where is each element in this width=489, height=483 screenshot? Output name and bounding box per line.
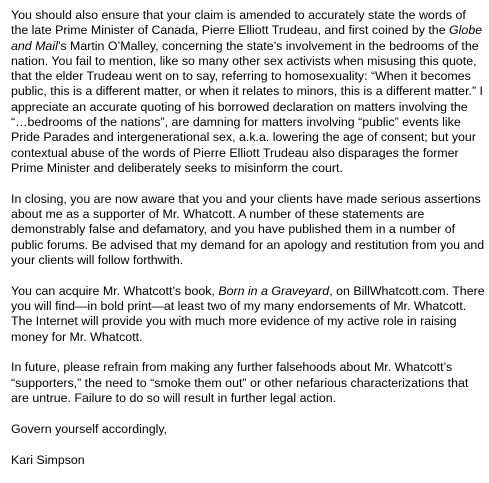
publication-title: Globe and Mail — [11, 23, 483, 53]
text-segment: In future, please refrain from making any further falsehoods about Mr. Whatcott’s “supporters,” the need to “smoke them out” or other nefarious characterizations that are untrue. Failure to do so will result in further legal action. — [11, 360, 469, 406]
book-title: Born in a Graveyard — [218, 283, 330, 298]
text-segment: In closing, you are now aware that you and your clients have made serious assertions about me as a supporter of Mr. Whatcott. A number of these statements are demonstrably false and defamatory, and you have published them in a number of public forums. Be advised that my demand for an apology and restitution from you and your clients will follow forthwith. — [11, 191, 485, 267]
text-segment: You should also ensure that your claim is amended to accurately state the words of the late Prime Minister of Canada, Pierre Elliott Trudeau, and first coined by the — [11, 8, 466, 38]
text-segment: ’s Martin O’Malley, concerning the state’s involvement in the bedrooms of the nation. You fail to mention, like so many other sex activists when misusing this quote, that the elder Trudeau went on to say, referring to homosexuality: “When it becomes public, this is a different matter, or when it relates to minors, this is a different matter.” I appreciate an accurate quoting of his borrowed declaration on matters involving the “…bedrooms of the nations”, are damning for matters involving “public” events like Pride Parades and intergenerational sex, a.k.a. lowering the age of consent; but your contextual abuse of the words of Pierre Elliott Trudeau also disparages the former Prime Minister and deliberately seeks to misinform the court. — [11, 38, 483, 175]
signature-name: Kari Simpson — [11, 452, 85, 467]
text-segment: You can acquire Mr. Whatcott’s book, — [11, 283, 219, 298]
paragraph-trudeau-quote — [11, 8, 485, 176]
closing-line: Govern yourself accordingly, — [11, 421, 168, 436]
paragraph-book-reference — [11, 284, 485, 345]
paragraph-future-warning — [11, 360, 485, 406]
text-segment: , on BillWhatcott.com. There you will find—in bold print—at least two of my many endorsements of Mr. Whatcott. The Internet will provide you with much more evidence of my active role in raising money for Mr. Whatcott. — [11, 283, 485, 344]
letter-body — [11, 8, 485, 483]
paragraph-closing-demand — [11, 192, 485, 268]
